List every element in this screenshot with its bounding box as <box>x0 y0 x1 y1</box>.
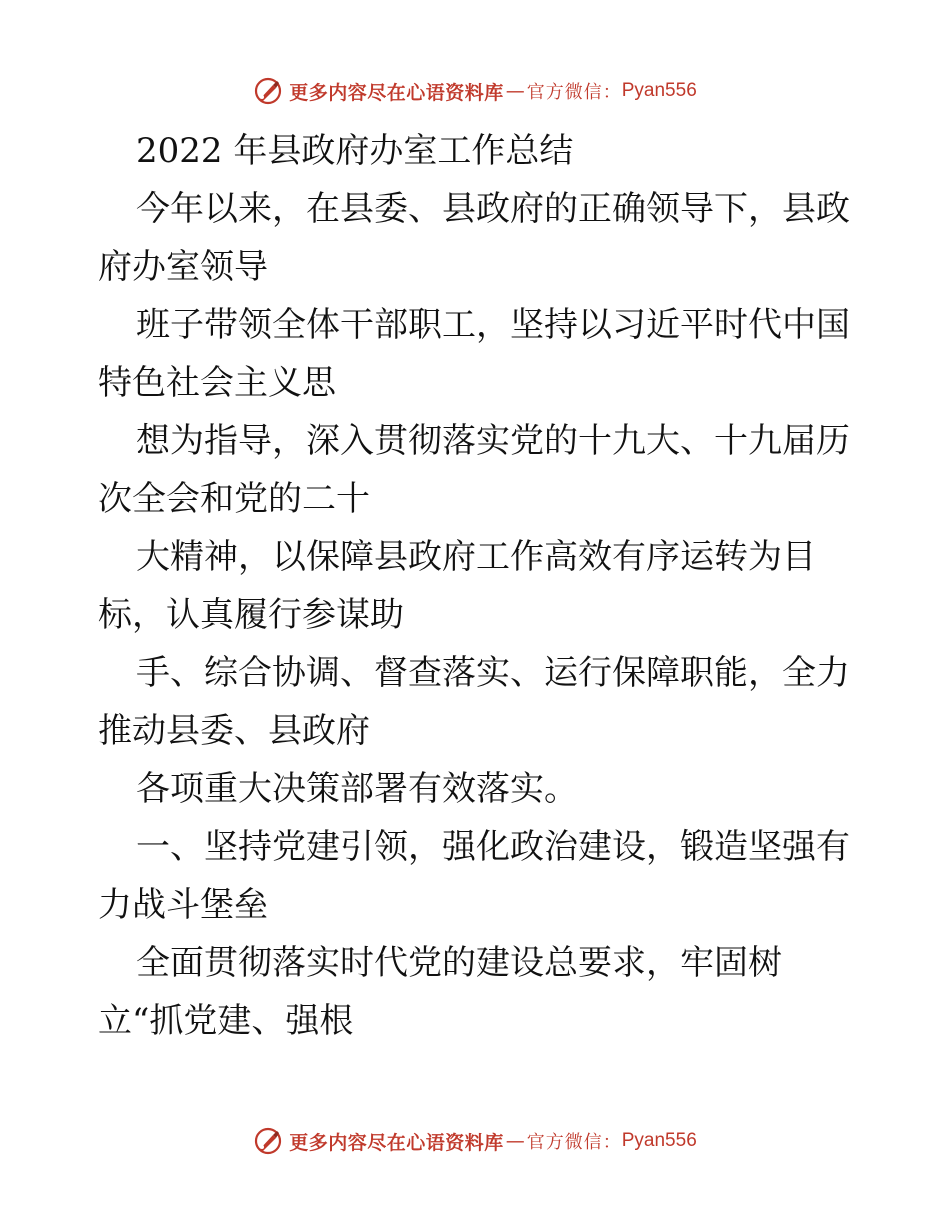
document-line: 立“抓党建、强根 <box>98 1001 354 1041</box>
document-line: 次全会和党的二十 <box>98 479 370 519</box>
document-line: 全面贯彻落实时代党的建设总要求，牢固树 <box>136 943 782 983</box>
document-line: 特色社会主义思 <box>98 363 336 403</box>
header-banner-dash: — <box>505 80 525 102</box>
header-banner <box>0 71 950 111</box>
footer-banner <box>0 1121 950 1161</box>
document-line: 想为指导，深入贯彻落实党的十九大、十九届历 <box>136 421 850 461</box>
section-heading: 一、坚持党建引领，强化政治建设，锻造坚强有 <box>136 827 850 867</box>
header-banner-wechat-id: Pyan556 <box>621 80 697 101</box>
footer-banner-dash: — <box>505 1130 525 1152</box>
quill-pen-circle-icon <box>253 1126 283 1156</box>
document-line: 班子带领全体干部职工，坚持以习近平时代中国 <box>136 305 850 345</box>
document-body <box>98 122 858 1050</box>
document-line: 今年以来，在县委、县政府的正确领导下，县政 <box>136 189 850 229</box>
document-line: 大精神，以保障县政府工作高效有序运转为目 <box>136 537 816 577</box>
header-banner-title: 更多内容尽在心语资料库 <box>289 81 504 104</box>
document-line: 推动县委、县政府 <box>98 711 370 751</box>
footer-banner-wechat-label: 官方微信： <box>526 1132 622 1153</box>
section-heading-continued: 力战斗堡垒 <box>98 885 268 925</box>
document-line: 标，认真履行参谋助 <box>98 595 404 635</box>
quill-pen-circle-icon <box>253 76 283 106</box>
document-title: 2022 年县政府办室工作总结 <box>136 131 574 171</box>
document-line: 手、综合协调、督查落实、运行保障职能，全力 <box>136 653 850 693</box>
footer-banner-title: 更多内容尽在心语资料库 <box>289 1131 504 1154</box>
document-line: 府办室领导 <box>98 247 268 287</box>
footer-banner-wechat-id: Pyan556 <box>621 1130 697 1151</box>
header-banner-wechat-label: 官方微信： <box>526 82 622 103</box>
document-line: 各项重大决策部署有效落实。 <box>136 769 578 809</box>
